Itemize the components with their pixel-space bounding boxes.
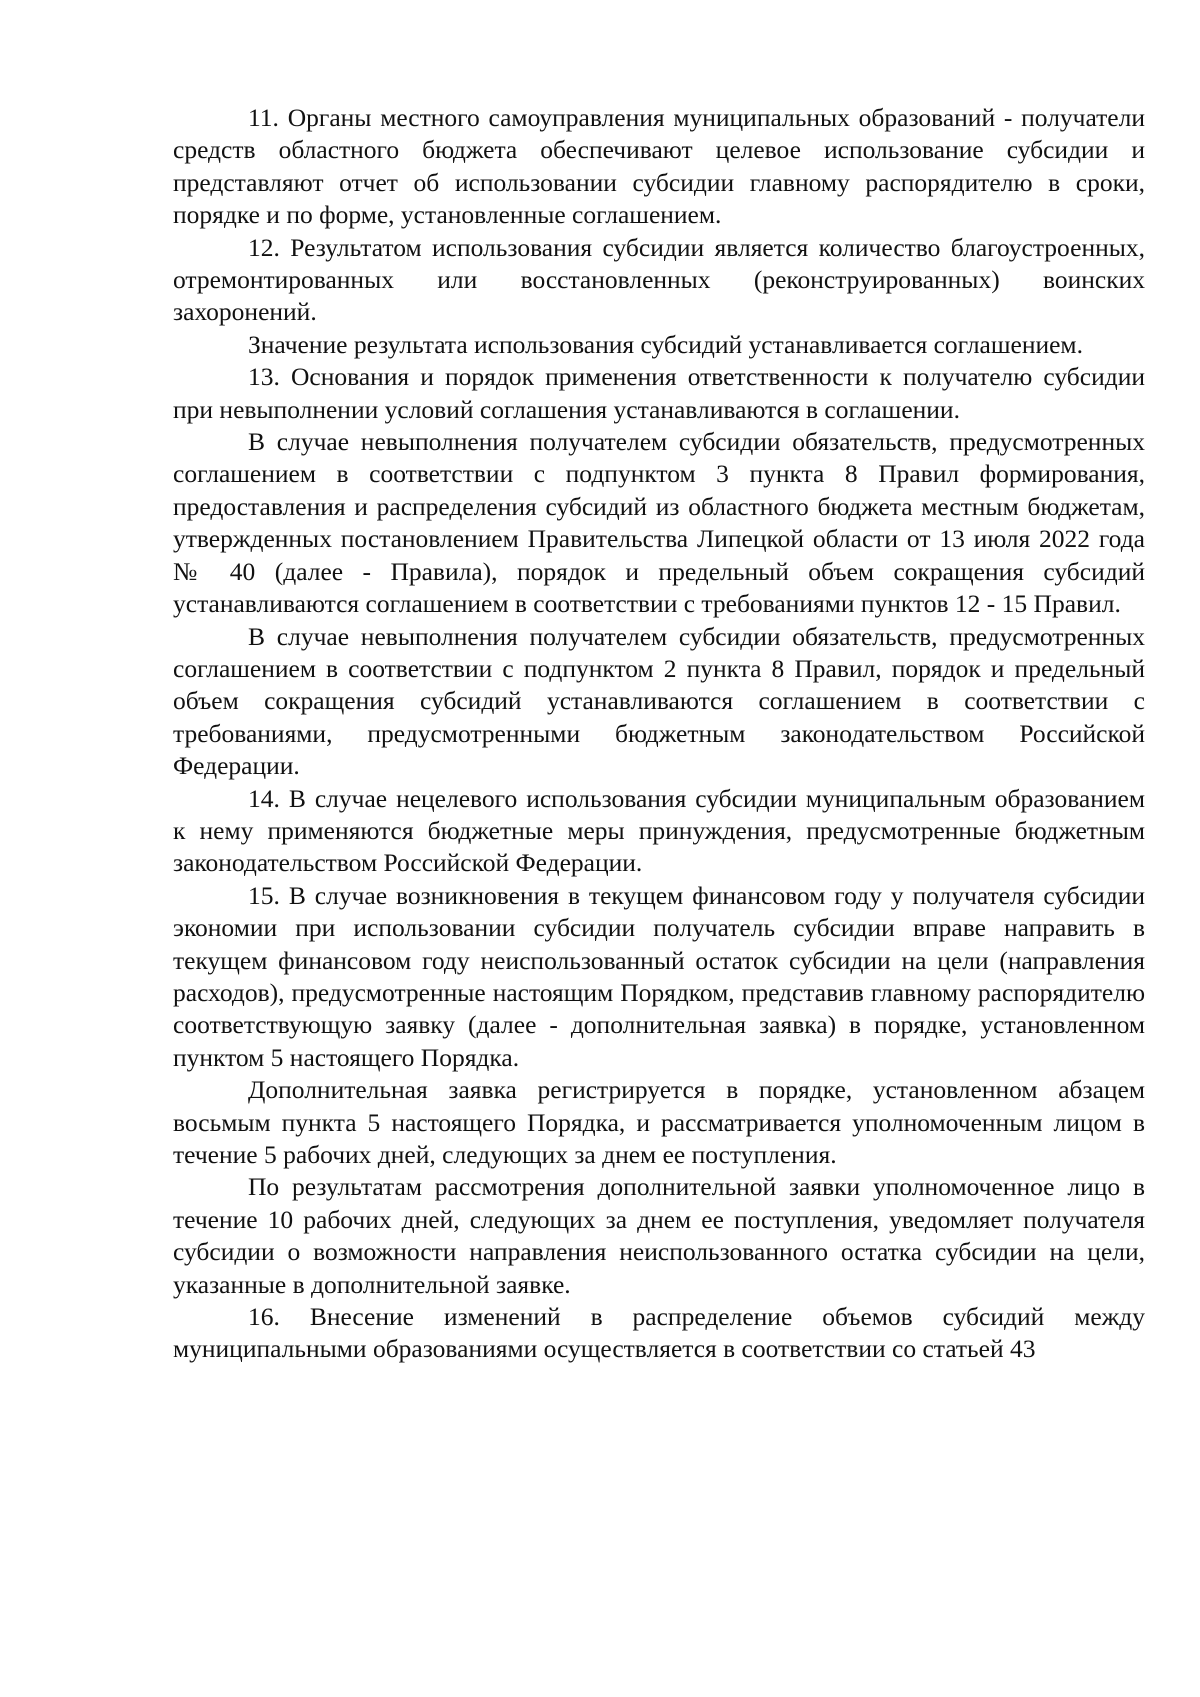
paragraph-clause-15: 15. В случае возникновения в текущем финансовом году у получателя субсидии экономии при использовании субсидии получатель субсидии вправе направить в текущем финансовом году неиспользованный остаток субсидии на цели (направления расходов), предусмотренные настоящим Порядком, представив главному распорядителю соответствующую заявку (далее - дополнительная заявка) в порядке, установленном пунктом 5 настоящего Порядка. <box>173 880 1145 1072</box>
paragraph-clause-15-registration: Дополнительная заявка регистрируется в порядке, установленном абзацем восьмым пункта 5 настоящего Порядка, и рассматривается уполномоченным лицом в течение 5 рабочих дней, следующих за днем ее поступления. <box>173 1075 1145 1169</box>
paragraph-clause-13-subpoint-2: В случае невыполнения получателем субсидии обязательств, предусмотренных соглашением в соответствии с подпунктом 2 пункта 8 Правил, порядок и предельный объем сокращения субсидий устанавливаются соглашением в соответствии с требованиями, предусмотренными бюджетным законодательством Российской Федерации. <box>173 621 1145 781</box>
paragraph-clause-15-review: По результатам рассмотрения дополнительной заявки уполномоченное лицо в течение 10 рабочих дней, следующих за днем ее поступления, уведомляет получателя субсидии о возможности направления неиспользованного остатка субсидии на цели, указанные в дополнительной заявке. <box>173 1172 1145 1299</box>
paragraph-clause-16: 16. Внесение изменений в распределение объемов субсидий между муниципальными образованиями осуществляется в соответствии со статьей 43 <box>173 1302 1145 1364</box>
paragraph-clause-12: 12. Результатом использования субсидии является количество благоустроенных, отремонтированных или восстановленных (реконструированных) воинских захоронений. <box>173 232 1145 327</box>
paragraph-clause-13-subpoint-3: В случае невыполнения получателем субсидии обязательств, предусмотренных соглашением в соответствии с подпунктом 3 пункта 8 Правил формирования, предоставления и распределения субсидий из областного бюджета местным бюджетам, утвержденных постановлением Правительства Липецкой области от 13 июля 2022 года № 40 (далее - Правила), порядок и предельный объем сокращения субсидий устанавливаются соглашением в соответствии с требованиями пунктов 12 - 15 Правил. <box>173 427 1145 619</box>
document-body <box>173 102 1145 1366</box>
paragraph-clause-14: 14. В случае нецелевого использования субсидии муниципальным образованием к нему применяются бюджетные меры принуждения, предусмотренные бюджетным законодательством Российской Федерации. <box>173 783 1145 878</box>
paragraph-clause-12-value: Значение результата использования субсидий устанавливается соглашением. <box>248 329 1083 359</box>
paragraph-clause-11: 11. Органы местного самоуправления муниципальных образований - получатели средств областного бюджета обеспечивают целевое использование субсидии и представляют отчет об использовании субсидии главному распорядителю в сроки, порядке и по форме, установленные соглашением. <box>173 103 1145 230</box>
paragraph-clause-13: 13. Основания и порядок применения ответственности к получателю субсидии при невыполнении условий соглашения устанавливаются в соглашении. <box>173 362 1145 424</box>
